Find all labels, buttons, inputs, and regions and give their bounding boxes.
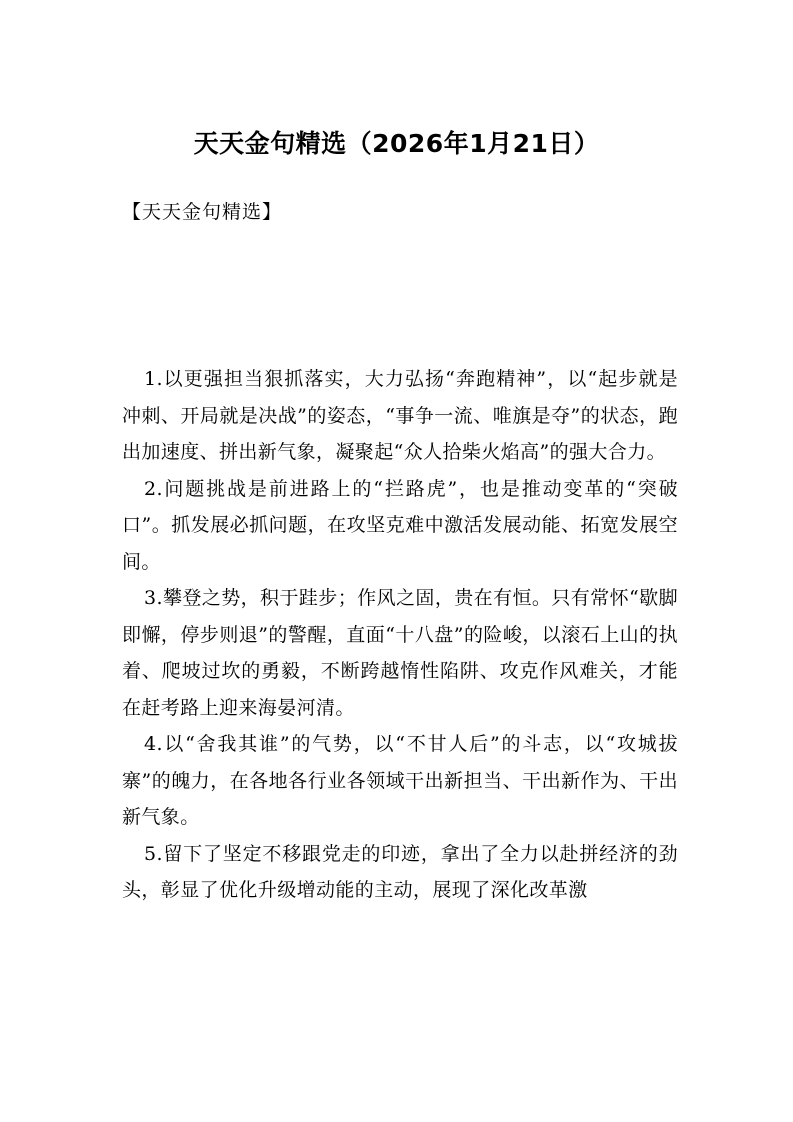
paragraph-1: 1.以更强担当狠抓落实，大力弘扬“奔跑精神”，以“起步就是冲刺、开局就是决战”的姿态，“事争一流、唯旗是夺”的状态，跑出加速度、拼出新气象，凝聚起“众人拾柴火焰高”的强大合力。: [122, 368, 678, 463]
section-label: 【天天金句精选】: [122, 201, 283, 223]
paragraph-2: 2.问题挑战是前进路上的“拦路虎”，也是推动变革的“突破口”。抓发展必抓问题，在攻坚克难中激活发展动能、拓宽发展空间。: [122, 477, 678, 573]
paragraph-4: 4.以“舍我其谁”的气势，以“不甘人后”的斗志，以“攻城拔寨”的魄力，在各地各行业各领域干出新担当、干出新作为、干出新气象。: [122, 733, 678, 828]
paragraph-5: 5.留下了坚定不移跟党走的印迹，拿出了全力以赴拼经济的劲头，彰显了优化升级增动能的主动，展现了深化改革激: [122, 842, 678, 901]
paragraph-3: 3.攀登之势，积于跬步；作风之固，贵在有恒。只有常怀“歇脚即懈，停步则退”的警醒，直面“十八盘”的险峻，以滚石上山的执着、爬坡过坎的勇毅，不断跨越惰性陷阱、攻克作风难关，才能在赶考路上迎来海晏河清。: [122, 587, 678, 719]
document-body: [122, 361, 678, 909]
document-title: 天天金句精选（2026年1月21日）: [193, 129, 600, 158]
